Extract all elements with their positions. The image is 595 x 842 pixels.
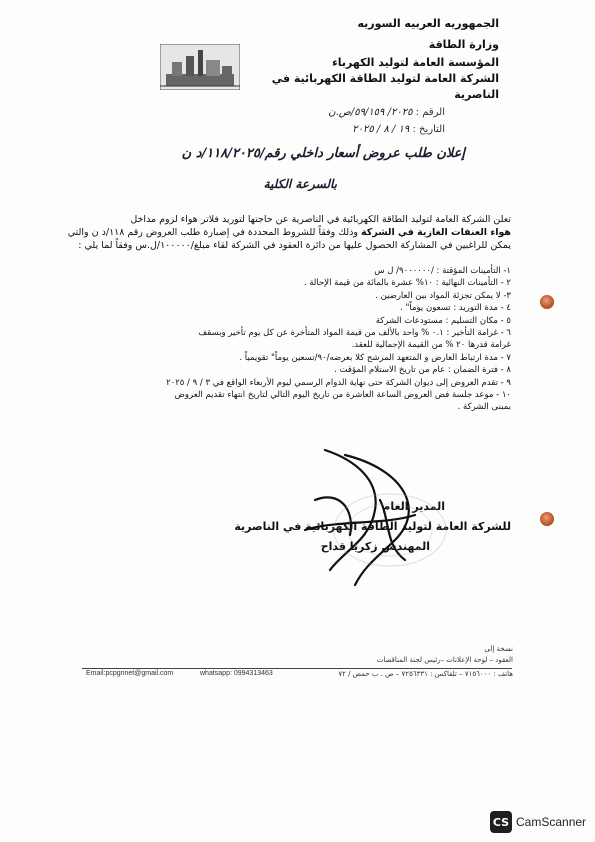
date-label: التاريخ :	[412, 124, 445, 135]
reference-number	[328, 107, 445, 118]
footer-divider	[82, 668, 512, 669]
header-country: الجمهوريه العربيه السوريه	[357, 17, 499, 30]
intro-subject: هواء العنفات الغازية في الشركة	[361, 227, 511, 238]
punch-hole-lower	[540, 512, 554, 526]
intro-line-2	[41, 226, 511, 239]
signatory-organization: للشركة العامة لتوليد الطاقة الكهربائية في الناصرية	[234, 520, 511, 533]
intro-line-3: يمكن للراغبين في المشاركة الحصول عليها من دائرة العقود في الشركة لقاء مبلغ/١٠٠٠٠٠/ل.س وفقاً لما يلي :	[78, 240, 511, 251]
condition-item: ٩ - تقدم العروض إلى ديوان الشركة حتى نهاية الدوام الرسمي ليوم الأربعاء الواقع في ٣ / ٩ / ٢٠٢٥	[166, 377, 511, 388]
header-city: الناصرية	[454, 88, 499, 101]
power-plant-logo	[160, 44, 240, 90]
condition-item: ٧ - مدة ارتباط العارض و المتعهد المرشح كلا بعرضه/٩٠/تسعين يوماً" تقويمياً .	[239, 352, 511, 363]
condition-item: بمبنى الشركة .	[457, 402, 511, 413]
intro-paragraph	[41, 213, 511, 252]
signatory-role: المدير العام	[382, 500, 445, 513]
intro-line-2-rest: وذلك وفقاً للشروط المحددة في إضبارة طلب العروض رقم ١١٨/د ن والتي	[67, 227, 362, 238]
signatory-name: المهندس زكريا قداح	[320, 540, 430, 553]
condition-item: ٥ - مكان التسليم : مستودعات الشركة	[375, 315, 511, 326]
date-value: ١٩ / ٨ / ٢٠٢٥	[352, 124, 410, 135]
condition-item: ٨ - فترة الضمان : عام من تاريخ الاستلام المؤقت .	[334, 365, 511, 376]
header-company: الشركة العامة لتوليد الطاقة الكهربائية في	[271, 72, 499, 85]
conditions-list	[51, 265, 511, 414]
condition-item: ٦ - غرامة التأخير : ٠.١ % واحد بالألف من قيمة المواد المتأخرة عن كل يوم تأخير وبسقف	[198, 328, 511, 339]
header-ministry: وزارة الطاقة	[428, 38, 499, 51]
reference-value: ٢٠٢٥/ ٥٩/١٥٩/ص.ن	[328, 107, 413, 118]
reference-label: الرقم :	[415, 107, 445, 118]
punch-hole-upper	[540, 295, 554, 309]
condition-item: غرامة قدرها ٢٠ % من القيمة الإجمالية للعقد.	[351, 340, 511, 351]
document-date	[352, 124, 445, 135]
condition-item: ١- التأمينات المؤقتة : /٩٠٠٠٠٠٠/ ل س	[374, 266, 511, 276]
camscanner-watermark: CamScanner	[516, 815, 587, 829]
header-establishment: المؤسسة العامة لتوليد الكهرباء	[332, 56, 499, 69]
condition-item: ١٠ - موعد جلسة فض العروض الساعة العاشرة من تاريخ اليوم التالي لتاريخ انتهاء تقديم العروض	[174, 390, 511, 401]
official-stamp	[330, 490, 450, 570]
cc-recipients: العقود – لوحة الإعلانات –رئيس لجنة المناقصات	[376, 656, 513, 664]
condition-item: ٤ - مدة التوريد : تسعون يوماً" .	[400, 303, 511, 314]
footer-phone: هاتف : ٧١٥٦٠٠٠ – تلفاكس : ٧٢٥٦٣٣١ – ص . ب حمص / ٧٢	[338, 670, 513, 678]
condition-item: ٣- لا يمكن تجزئة المواد بين العارضين .	[375, 290, 511, 301]
cc-label: نسخة إلى	[484, 645, 513, 653]
condition-item: ٢ - التأمينات النهائية : ١٠% عشرة بالمائة من قيمة الإحالة .	[303, 278, 511, 289]
urgency-note: بالسرعة الكلية	[263, 177, 337, 191]
footer-whatsapp: whatsapp: 0994313463	[200, 670, 273, 677]
footer-email: Email:pcpgnnet@gmail.com	[86, 670, 174, 677]
announcement-title: إعلان طلب عروض أسعار داخلي رقم/١١٨/٢٠٢٥/د ن	[181, 146, 465, 161]
camscanner-logo: CS	[490, 811, 512, 833]
intro-line-1: تعلن الشركة العامة لتوليد الطاقة الكهربائية في الناصرية عن حاجتها لتوريد فلاتر هواء لزوم مداخل	[130, 214, 511, 225]
